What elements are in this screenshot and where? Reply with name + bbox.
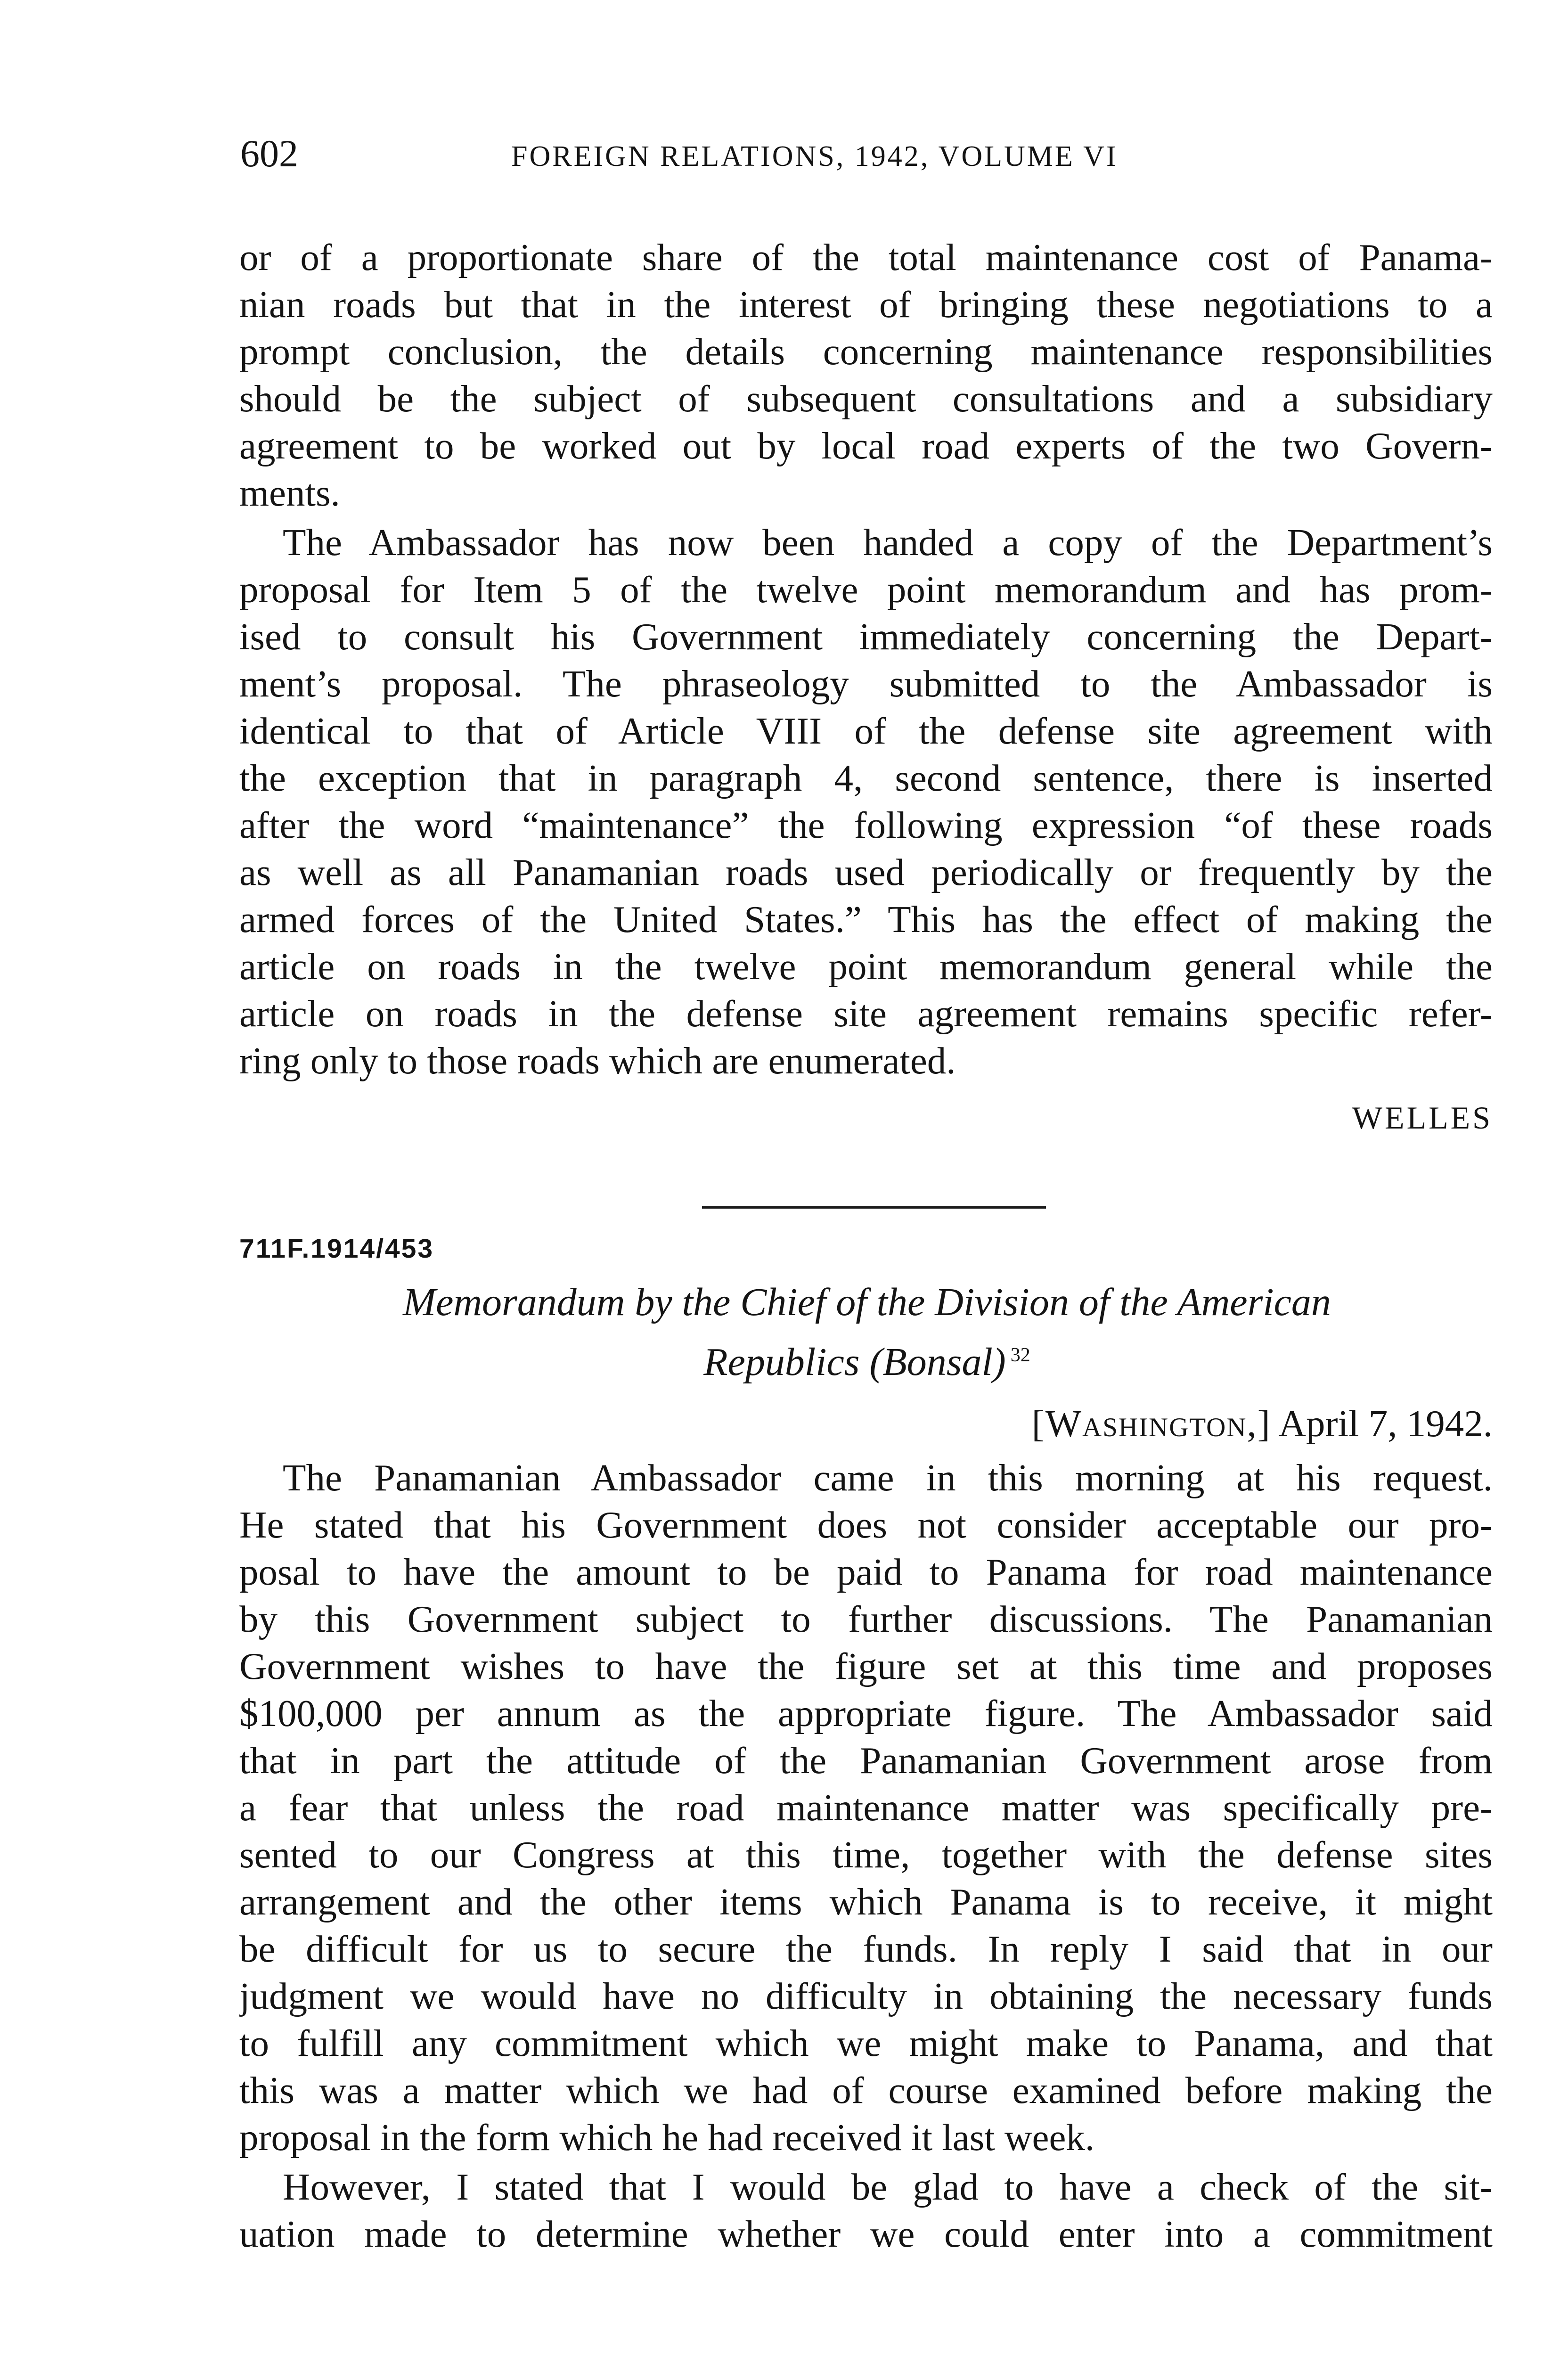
memo-paragraph-1-line-11: be difficult for us to secure the funds. In reply I said that in our xyxy=(239,1928,1493,1970)
memo-paragraph-1-line-13: to fulfill any commitment which we might make to Panama, and that xyxy=(239,2022,1493,2064)
memo-paragraph-2-line-1: However, I stated that I would be glad to have a check of the sit- xyxy=(283,2166,1493,2208)
memo-title-line-2-text: Republics (Bonsal) xyxy=(703,1340,1006,1384)
section-divider xyxy=(702,1206,1046,1209)
memo-title xyxy=(240,1276,1494,1389)
memo-paragraph-1-line-6: $100,000 per annum as the appropriate figure. The Ambassador said xyxy=(239,1692,1493,1734)
memo-paragraph-1-line-5: Government wishes to have the figure set at this time and proposes xyxy=(239,1645,1493,1687)
continuation-line-3: prompt conclusion, the details concerning maintenance responsibilities xyxy=(239,330,1493,373)
page-header xyxy=(240,131,1494,188)
dateline-place: [Washington,] xyxy=(1031,1402,1271,1445)
memo-paragraph-1-line-2: He stated that his Government does not consider acceptable our pro- xyxy=(239,1504,1493,1546)
signature: WELLES xyxy=(1352,1100,1493,1136)
memo-title-line-2 xyxy=(240,1329,1494,1389)
memo-title-line-1: Memorandum by the Chief of the Division of the American xyxy=(403,1280,1331,1324)
continuation-line-6: ments. xyxy=(239,472,340,514)
paragraph-2-line-3: ised to consult his Government immediately concerning the Depart- xyxy=(239,615,1493,658)
footnote-reference: 32 xyxy=(1010,1344,1030,1366)
memo-paragraph-2-line-2: uation made to determine whether we could enter into a commitment xyxy=(239,2213,1493,2255)
memo-paragraph-1-line-3: posal to have the amount to be paid to Panama for road maintenance xyxy=(239,1551,1493,1593)
continuation-line-5: agreement to be worked out by local road experts of the two Govern- xyxy=(239,425,1493,467)
memo-paragraph-1-line-10: arrangement and the other items which Panama is to receive, it might xyxy=(239,1881,1493,1923)
paragraph-2-line-7: after the word “maintenance” the following expression “of these roads xyxy=(239,804,1493,846)
memo-paragraph-1-line-9: sented to our Congress at this time, together with the defense sites xyxy=(239,1833,1493,1876)
paragraph-2-line-4: ment’s proposal. The phraseology submitted to the Ambassador is xyxy=(239,663,1493,705)
memo-paragraph-1-line-8: a fear that unless the road maintenance matter was specifically pre- xyxy=(239,1786,1493,1829)
file-number: 711F.1914/453 xyxy=(239,1234,434,1264)
memo-paragraph-1-line-15: proposal in the form which he had received it last week. xyxy=(239,2116,1095,2159)
paragraph-2-line-6: the exception that in paragraph 4, second sentence, there is inserted xyxy=(239,757,1493,799)
memo-paragraph-1-line-4: by this Government subject to further discussions. The Panamanian xyxy=(239,1598,1493,1640)
continuation-line-4: should be the subject of subsequent consultations and a subsidiary xyxy=(239,377,1493,420)
paragraph-2-line-11: article on roads in the defense site agreement remains specific refer- xyxy=(239,992,1493,1035)
paragraph-2-line-10: article on roads in the twelve point memorandum general while the xyxy=(239,945,1493,988)
paragraph-2-line-8: as well as all Panamanian roads used periodically or frequently by the xyxy=(239,851,1493,893)
continuation-line-2: nian roads but that in the interest of bringing these negotiations to a xyxy=(239,283,1493,326)
dateline-date: April 7, 1942. xyxy=(1278,1402,1493,1445)
paragraph-2-line-2: proposal for Item 5 of the twelve point memorandum and has prom- xyxy=(239,568,1493,611)
memo-paragraph-1-line-12: judgment we would have no difficulty in obtaining the necessary funds xyxy=(239,1975,1493,2017)
paragraph-2-line-5: identical to that of Article VIII of the defense site agreement with xyxy=(239,710,1493,752)
dateline xyxy=(1032,1402,1493,1445)
paragraph-2-line-12: ring only to those roads which are enumerated. xyxy=(239,1039,956,1082)
memo-paragraph-1-line-14: this was a matter which we had of course examined before making the xyxy=(239,2069,1493,2111)
memo-paragraph-1-line-1: The Panamanian Ambassador came in this morning at his request. xyxy=(283,1456,1493,1499)
memo-paragraph-1-line-7: that in part the attitude of the Panamanian Government arose from xyxy=(239,1739,1493,1782)
paragraph-2-line-9: armed forces of the United States.” This has the effect of making the xyxy=(239,898,1493,941)
continuation-line-1: or of a proportionate share of the total maintenance cost of Panama- xyxy=(239,236,1493,278)
page-number: 602 xyxy=(240,132,298,175)
running-head: FOREIGN RELATIONS, 1942, VOLUME VI xyxy=(511,140,1118,172)
paragraph-2-line-1: The Ambassador has now been handed a copy of the Department’s xyxy=(283,521,1493,564)
